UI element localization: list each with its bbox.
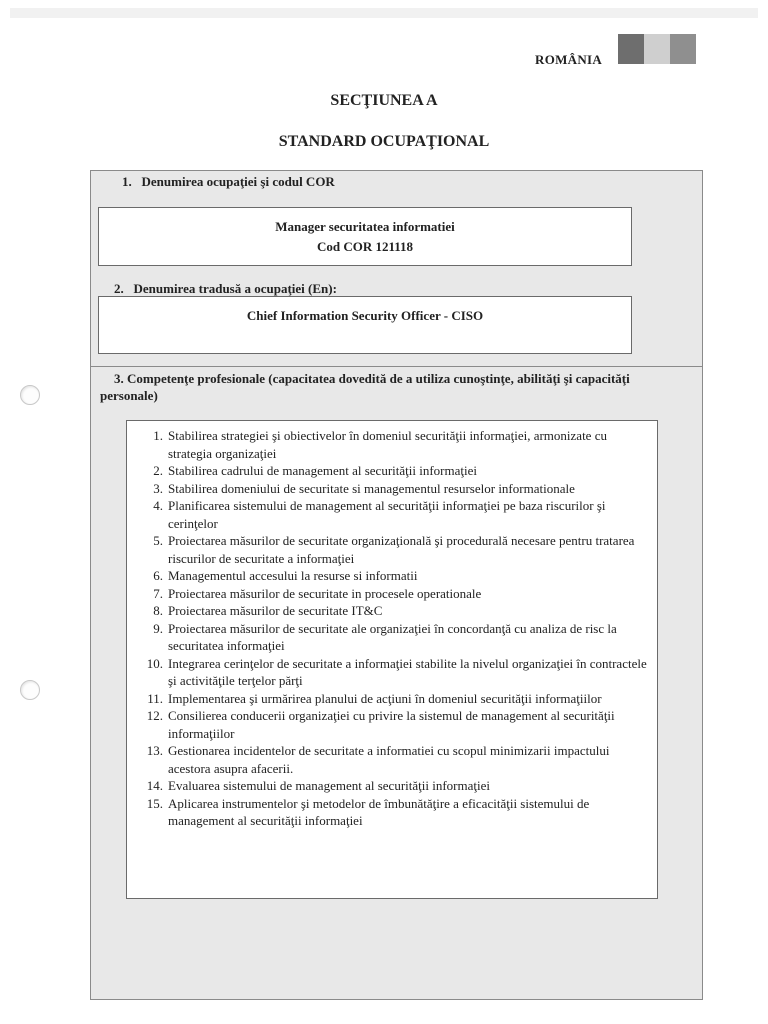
flag-stripe-left (618, 34, 644, 64)
list-item (127, 690, 649, 708)
flag-icon (618, 34, 696, 64)
translated-name: Chief Information Security Officer - CISO (246, 308, 484, 323)
item-text: Implementarea şi urmărirea planului de acţiuni în domeniul securităţii informaţiilor (168, 690, 602, 706)
list-item (127, 707, 649, 742)
item-number: 11. (147, 690, 163, 706)
item-text: Consilierea conducerii organizaţiei cu privire la sistemul de management al securităţii informaţiilor (168, 708, 615, 741)
flag-stripe-middle (644, 34, 670, 64)
cor-code: Cod COR 121118 (316, 239, 414, 254)
item-text: Planificarea sistemului de management al securităţii informaţiei pe baza riscurilor şi cerinţelor (168, 498, 606, 531)
item-number: 8. (153, 603, 163, 618)
list-item (127, 655, 649, 690)
section3-heading: 3. Competenţe profesionale (capacitatea dovedită de a utiliza cunoştinţe, abilităţi şi capacităţi personale) (100, 371, 630, 403)
country-label: ROMÂNIA (535, 52, 603, 67)
competences-box (126, 420, 658, 899)
item-number: 10. (146, 655, 163, 671)
item-number: 2. (153, 463, 163, 478)
list-item (127, 602, 649, 620)
list-item (127, 742, 649, 777)
item-text: Proiectarea măsurilor de securitate ale organizaţiei în concordanţă cu analiza de risc la securitatea informaţiei (168, 620, 617, 653)
item-number: 3. (153, 480, 163, 496)
item-number: 1. (153, 428, 163, 443)
list-item (127, 427, 649, 462)
item-text: Gestionarea incidentelor de securitate a informatiei cu scopul minimizarii impactului acestora asupra afacerii. (168, 743, 610, 776)
item-text: Integrarea cerinţelor de securitate a informaţiei stabilite la nivelul organizaţiei în contractele şi activităţile terţelor părţi (168, 655, 647, 688)
item-number: 14. (146, 778, 163, 793)
occupation-name: Manager securitatea informatiei (275, 219, 455, 234)
list-item (127, 585, 649, 603)
item-text: Aplicarea instrumentelor şi metodelor de îmbunătăţire a eficacităţii sistemului de management al securităţii informaţiei (168, 795, 590, 828)
item-number: 4. (153, 498, 163, 513)
list-item (127, 497, 649, 532)
scan-edge (10, 8, 758, 18)
item-number: 12. (146, 708, 163, 723)
section1-heading: 1. Denumirea ocupaţiei şi codul COR (122, 174, 335, 189)
item-text: Evaluarea sistemului de management al securităţii informaţiei (168, 778, 490, 793)
flag-stripe-right (670, 34, 696, 64)
list-item (127, 777, 649, 795)
translation-box (98, 296, 632, 354)
punch-hole-bottom (20, 680, 40, 700)
list-item (127, 480, 649, 498)
competences-list (127, 427, 649, 830)
list-item (127, 532, 649, 567)
item-number: 6. (153, 568, 163, 583)
item-number: 5. (153, 533, 163, 548)
item-text: Stabilirea cadrului de management al securităţii informaţiei (168, 463, 477, 478)
item-text: Stabilirea strategiei şi obiectivelor în domeniul securităţii informaţiei, armonizate cu strategia organizaţiei (168, 428, 607, 461)
item-number: 7. (153, 585, 163, 601)
list-item (127, 462, 649, 480)
document-title: STANDARD OCUPAŢIONAL (278, 133, 490, 150)
item-number: 9. (153, 620, 163, 636)
section-title: SECŢIUNEA A (330, 92, 438, 109)
list-item (127, 795, 649, 830)
item-text: Proiectarea măsurilor de securitate IT&C (168, 603, 383, 618)
list-item (127, 567, 649, 585)
item-text: Proiectarea măsurilor de securitate organizaţională şi procedurală necesare pentru tratarea riscurilor de securitate a informaţiei (168, 533, 635, 566)
occupation-box (98, 207, 632, 266)
section2-heading: 2. Denumirea tradusă a ocupaţiei (En): (114, 281, 337, 296)
item-text: Proiectarea măsurilor de securitate in procesele operationale (168, 585, 482, 601)
item-text: Stabilirea domeniului de securitate si managementul resurselor informationale (168, 480, 575, 496)
item-text: Managementul accesului la resurse si informatii (168, 568, 418, 583)
section-divider (90, 366, 703, 367)
punch-hole-top (20, 385, 40, 405)
list-item (127, 620, 649, 655)
item-number: 15. (146, 795, 163, 811)
item-number: 13. (146, 743, 163, 758)
